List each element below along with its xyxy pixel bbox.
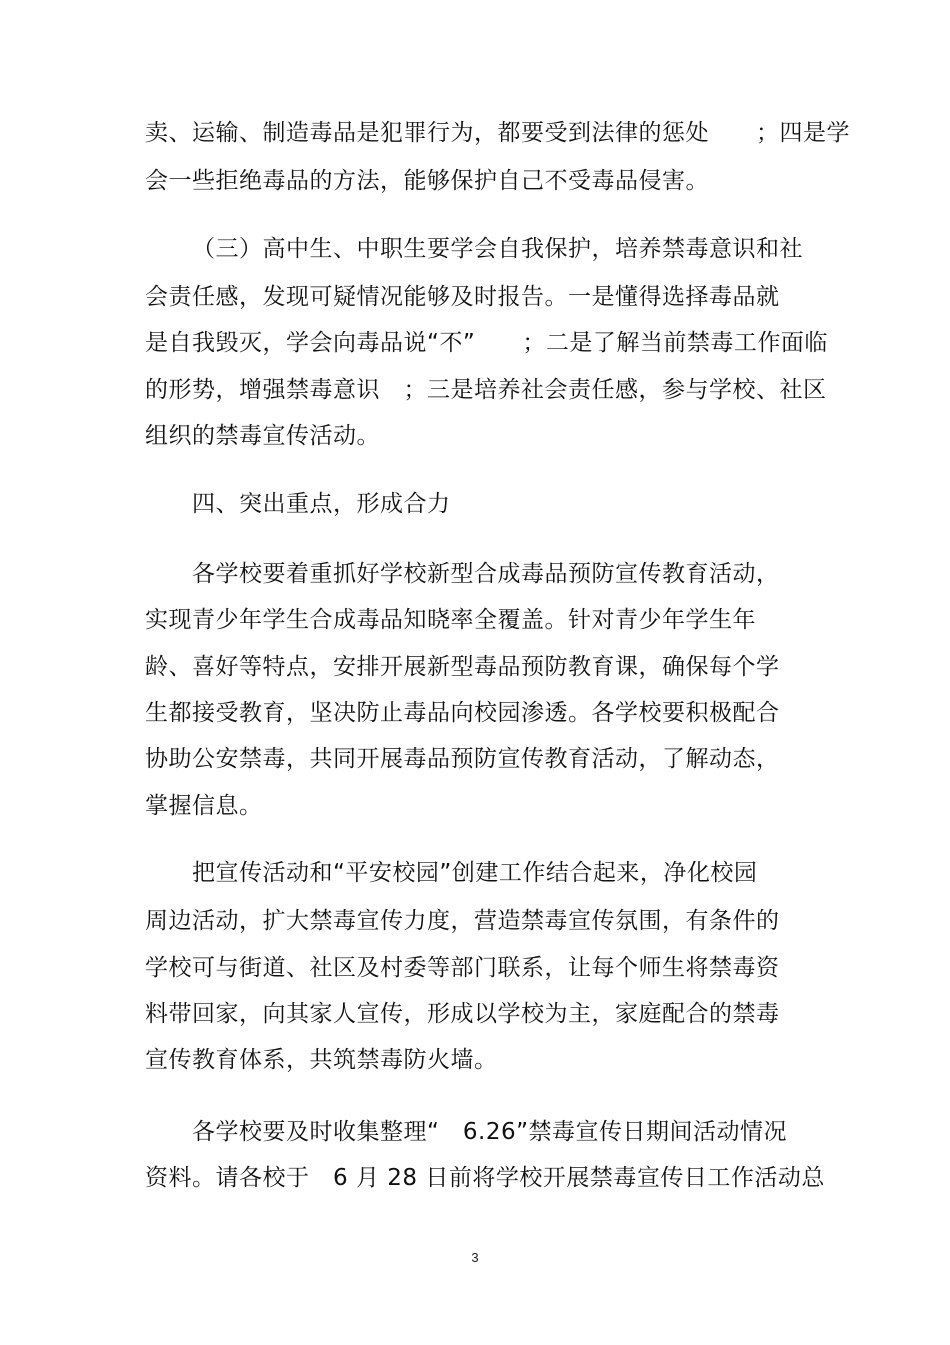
- text-line: 是自我毁灭，学会向毒品说“不” ；二是了解当前禁毒工作面临: [145, 330, 828, 356]
- section-heading: 四、突出重点，形成合力: [192, 491, 451, 517]
- text-line: 会一些拒绝毒品的方法，能够保护自己不受毒品侵害。: [145, 168, 709, 194]
- text-line: 各学校要着重抓好学校新型合成毒品预防宣传教育活动，: [192, 561, 780, 587]
- text-line: 协助公安禁毒，共同开展毒品预防宣传教育活动，了解动态，: [145, 746, 780, 772]
- text-line: 会责任感，发现可疑情况能够及时报告。一是懂得选择毒品就: [145, 284, 780, 310]
- text-line: 周边活动，扩大禁毒宣传力度，营造禁毒宣传氛围，有条件的: [145, 908, 780, 934]
- text-line: （三）高中生、中职生要学会自我保护，培养禁毒意识和社: [192, 236, 803, 262]
- text-line: 料带回家，向其家人宣传，形成以学校为主，家庭配合的禁毒: [145, 1001, 780, 1027]
- page-number: 3: [471, 1250, 479, 1265]
- text-line: 各学校要及时收集整理“ 6.26”禁毒宣传日期间活动情况: [192, 1119, 788, 1145]
- text-line: 资料。请各校于 6 月 28 日前将学校开展禁毒宣传日工作活动总: [145, 1165, 825, 1191]
- text-line: 把宣传活动和“平安校园”创建工作结合起来，净化校园: [192, 860, 758, 886]
- text-line: 实现青少年学生合成毒品知晓率全覆盖。针对青少年学生年: [145, 607, 756, 633]
- text-line: 学校可与街道、社区及村委等部门联系，让每个师生将禁毒资: [145, 955, 780, 981]
- text-line: 龄、喜好等特点，安排开展新型毒品预防教育课，确保每个学: [145, 654, 780, 680]
- text-line: 掌握信息。: [145, 793, 263, 819]
- text-line: 宣传教育体系，共筑禁毒防火墙。: [145, 1047, 498, 1073]
- text-line: 的形势，增强禁毒意识 ；三是培养社会责任感，参与学校、社区: [145, 377, 827, 403]
- text-line: 卖、运输、制造毒品是犯罪行为，都要受到法律的惩处 ；四是学: [145, 120, 850, 146]
- text-line: 生都接受教育，坚决防止毒品向校园渗透。各学校要积极配合: [145, 700, 780, 726]
- text-line: 组织的禁毒宣传活动。: [145, 423, 380, 449]
